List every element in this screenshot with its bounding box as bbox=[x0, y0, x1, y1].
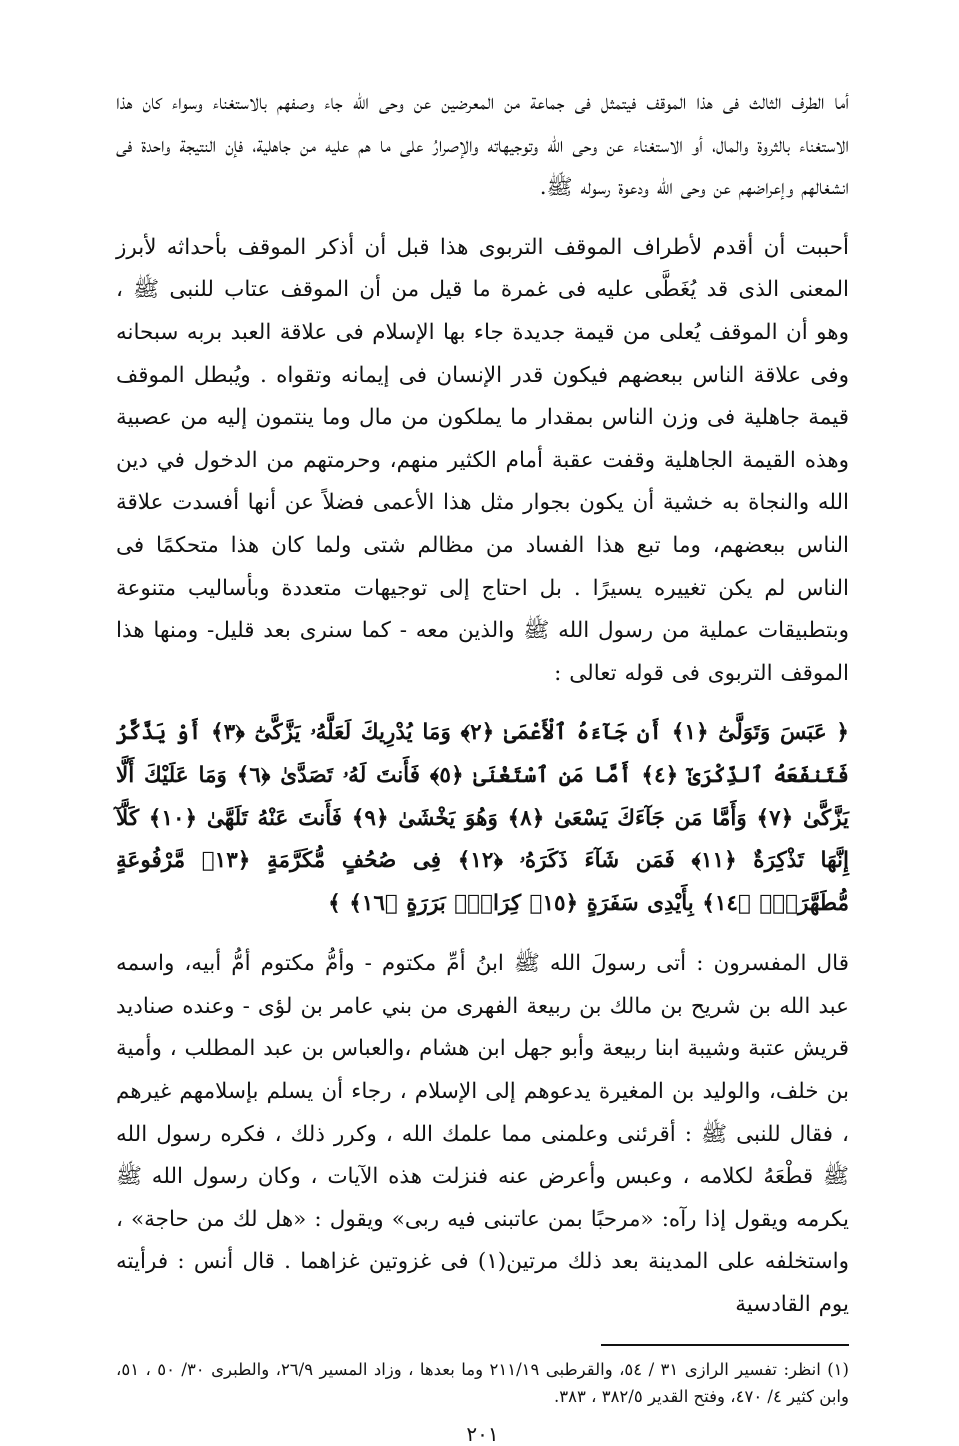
paragraph-3: قال المفسرون : أتى رسولَ الله ﷺ ابنُ أمِّ مكتوم - وأمُّ مكتوم أمُّ أبيه، واسمه عبد الله بن شريح بن مالك بن ربيعة الفهرى من بني عامر بن لؤى - وعنده صناديد قريش عتبة وشيبة ابنا ربيعة وأبو جهل ابن هشام ،والعباس بن عبد المطلب ، وأمية بن خلف، والوليد بن المغيرة يدعوهم إلى الإسلام ، رجاء أن يسلم بإسلامهم غيرهم ، فقال للنبى ﷺ : أقرئنى وعلمنى مما علمك الله ، وكرر ذلك ، فكره رسول الله ﷺ قطْعَهُ لكلامه ، وعبس وأعرض عنه فنزلت هذه الآيات ، وكان رسول الله ﷺ يكرمه ويقول إذا رآه: «مرحبًا بمن عاتبنى فيه ربى» ويقول : «هل لك من حاجة» ، واستخلفه على المدينة بعد ذلك مرتين(١) فى غزوتين غزاهما . قال أنس : فرأيته يوم القادسية bbox=[116, 951, 849, 1318]
paragraph-1: أما الطرف الثالث فى هذا الموقف فيتمثل فى جماعة من المعرضين عن وحى الله جاء وصفهم بالاستغناء وسواء كان هذا الاستغناء بالثروة والمال، أو الاستغناء عن وحى الله وتوجيهاته والإصرارُ على ما هم عليه من جاهلية، فإن النتيجة واحدة فى انشغالهم وإعراضهم عن وحى الله ودعوة رسوله ﷺ. bbox=[116, 90, 849, 201]
footnote: (١) انظر: تفسير الرازى ٣١ / ٥٤، والقرطبى ٢١١/١٩ وما بعدها ، وزاد المسير ٢٦/٩، والطبرى ٣٠/ ٥٠ ، ٥١، وابن كثير ٤/ ٤٧٠، وفتح القدير ٣٨٢/٥ ، ٣٨٣. bbox=[116, 1359, 849, 1406]
paragraph-2: أحببت أن أقدم لأطراف الموقف التربوى هذا قبل أن أذكر الموقف بأحداثه لأبرز المعنى الذى قد يُغَطَّى عليه فى غمرة ما قيل من أن الموقف عتاب للنبى ﷺ ، وهو أن الموقف يُعلى من قيمة جديدة جاء بها الإسلام فى علاقة العبد بربه سبحانه وفى علاقة الناس ببعضهم فيكون قدر الإنسان فى إيمانه وتقواه . ويُبطل الموقف قيمة جاهلية فى وزن الناس بمقدار ما يملكون من مال وما ينتمون إليه من عصبية وهذه القيمة الجاهلية وقفت عقبة أمام الكثير منهم، وحرمتهم من الدخول في دين الله والنجاة به خشية أن يكون بجوار مثل هذا الأعمى فضلاً عن أنها أفسدت علاقة الناس ببعضهم، وما تبع هذا الفساد من مظالم شتى ولما كان هذا متحكمًا فى الناس لم يكن تغييره يسيرًا . بل احتاج إلى توجيهات متعددة وبأساليب متنوعة وبتطبيقات عملية من رسول الله ﷺ والذين معه - كما سنرى بعد قليل- ومنها هذا الموقف التربوى فى قوله تعالى : bbox=[116, 234, 849, 686]
quran-verses: ﴿ عَبَسَ وَتَوَلَّىٰٓ ﴿١﴾ أَن جَآءَهُ ٱلْأَعْمَىٰ ﴿٢﴾ وَمَا يُدْرِيكَ لَعَلَّهُۥ يَزَّكَّىٰٓ ﴿٣﴾ أَوْ يَذَّكَّرُ فَتَنفَعَهُ ٱلذِّكْرَىٰٓ ﴿٤﴾ أَمَّا مَنِ ٱسْتَغْنَىٰ ﴿٥﴾ فَأَنتَ لَهُۥ تَصَدَّىٰ ﴿٦﴾ وَمَا عَلَيْكَ أَلَّا يَزَّكَّىٰ ﴿٧﴾ وَأَمَّا مَن جَآءَكَ يَسْعَىٰ ﴿٨﴾ وَهُوَ يَخْشَىٰ ﴿٩﴾ فَأَنتَ عَنْهُ تَلَهَّىٰ ﴿١٠﴾ كَلَّآ إِنَّهَا تَذْكِرَةٌ ﴿١١﴾ فَمَن شَآءَ ذَكَرَهُۥ ﴿١٢﴾ فِى صُحُفٍ مُّكَرَّمَةٍ ﴿١٣﴾ مَّرْفُوعَةٍ مُّطَهَّرَةٍۭ ﴿١٤﴾ بِأَيْدِى سَفَرَةٍ ﴿١٥﴾ كِرَامٍۭ بَرَرَةٍ ﴿١٦﴾ ﴾ bbox=[116, 720, 850, 916]
footnote-divider bbox=[601, 1344, 849, 1346]
page-number: ٢٠١ bbox=[466, 1421, 499, 1446]
